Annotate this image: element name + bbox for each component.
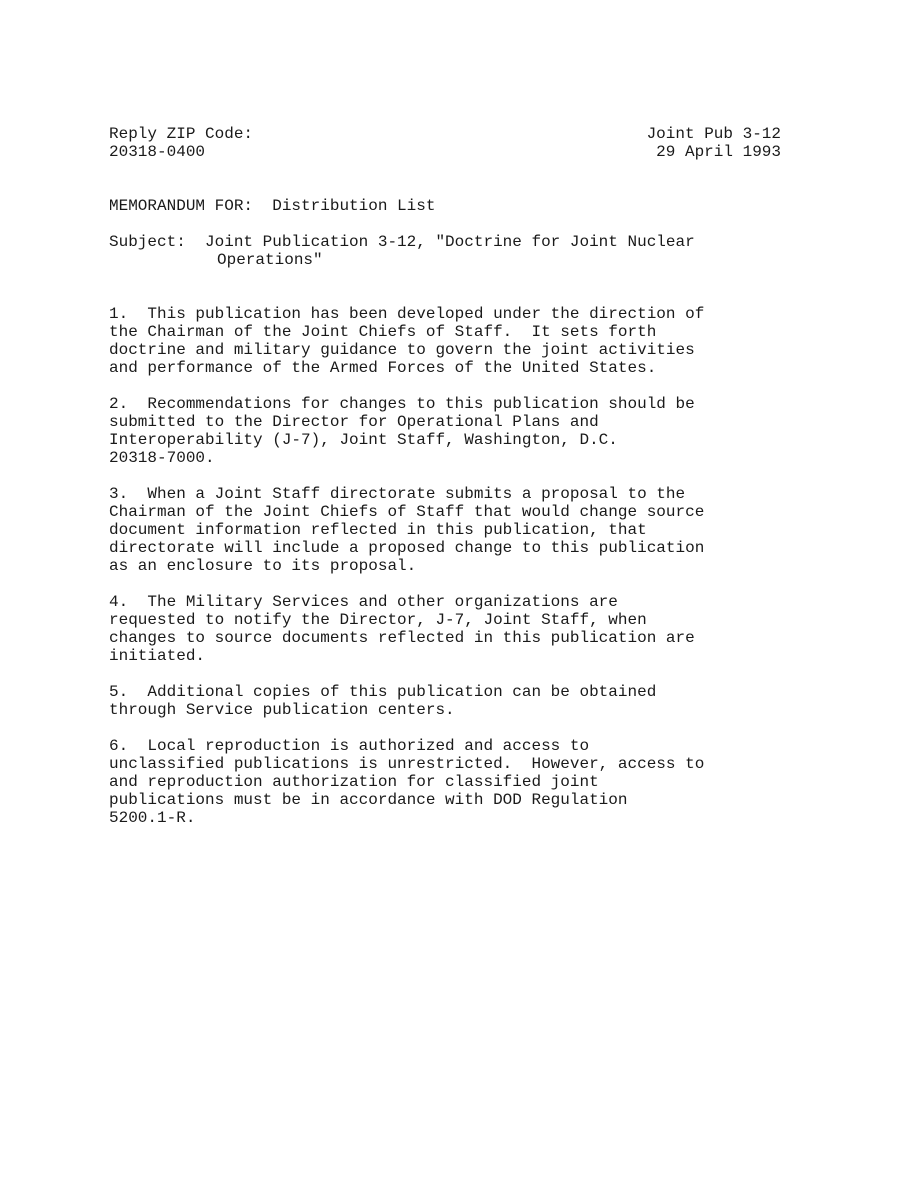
paragraph-line: 4. The Military Services and other organizations are (109, 593, 618, 611)
paragraph-line: 2. Recommendations for changes to this publication should be (109, 395, 695, 413)
paragraph-4 (109, 593, 781, 665)
paragraph-line: Chairman of the Joint Chiefs of Staff that would change source (109, 503, 705, 521)
paragraph-line: 5. Additional copies of this publication can be obtained (109, 683, 657, 701)
paragraph-line: unclassified publications is unrestricted. However, access to (109, 755, 705, 773)
paragraph-line: document information reflected in this publication, that (109, 521, 647, 539)
paragraph-line: changes to source documents reflected in this publication are (109, 629, 695, 647)
paragraph-3 (109, 485, 781, 575)
paragraph-1 (109, 305, 781, 377)
paragraph-line: directorate will include a proposed change to this publication (109, 539, 705, 557)
paragraph-line: publications must be in accordance with DOD Regulation (109, 791, 628, 809)
subject-line-1: Subject: Joint Publication 3-12, "Doctrine for Joint Nuclear (109, 233, 695, 251)
paragraph-line: and reproduction authorization for classified joint (109, 773, 599, 791)
paragraph-line: submitted to the Director for Operational Plans and (109, 413, 599, 431)
paragraph-line: as an enclosure to its proposal. (109, 557, 417, 575)
paragraph-line: and performance of the Armed Forces of the United States. (109, 359, 657, 377)
pub-date: 29 April 1993 (656, 143, 781, 161)
paragraph-line: Interoperability (J-7), Joint Staff, Washington, D.C. (109, 431, 618, 449)
subject-block (109, 233, 781, 269)
pub-number: Joint Pub 3-12 (646, 125, 781, 143)
paragraph-line: requested to notify the Director, J-7, Joint Staff, when (109, 611, 647, 629)
paragraph-line: 1. This publication has been developed under the direction of (109, 305, 705, 323)
paragraph-5 (109, 683, 781, 719)
reply-zip-code: 20318-0400 (109, 143, 206, 161)
paragraph-line: 6. Local reproduction is authorized and access to (109, 737, 590, 755)
subject-line-2: Operations" (217, 251, 323, 269)
header-row-1 (109, 125, 781, 143)
reply-zip-label: Reply ZIP Code: (109, 125, 254, 143)
paragraph-line: doctrine and military guidance to govern the joint activities (109, 341, 695, 359)
header-row-2 (109, 143, 781, 161)
paragraph-line: 20318-7000. (109, 449, 215, 467)
paragraph-line: initiated. (109, 647, 206, 665)
paragraph-2 (109, 395, 781, 467)
memorandum-for-line: MEMORANDUM FOR: Distribution List (109, 197, 436, 215)
memorandum-page (109, 125, 781, 827)
paragraph-line: through Service publication centers. (109, 701, 455, 719)
paragraph-6 (109, 737, 781, 827)
paragraph-line: 5200.1-R. (109, 809, 196, 827)
paragraph-line: the Chairman of the Joint Chiefs of Staff. It sets forth (109, 323, 657, 341)
paragraph-line: 3. When a Joint Staff directorate submits a proposal to the (109, 485, 686, 503)
